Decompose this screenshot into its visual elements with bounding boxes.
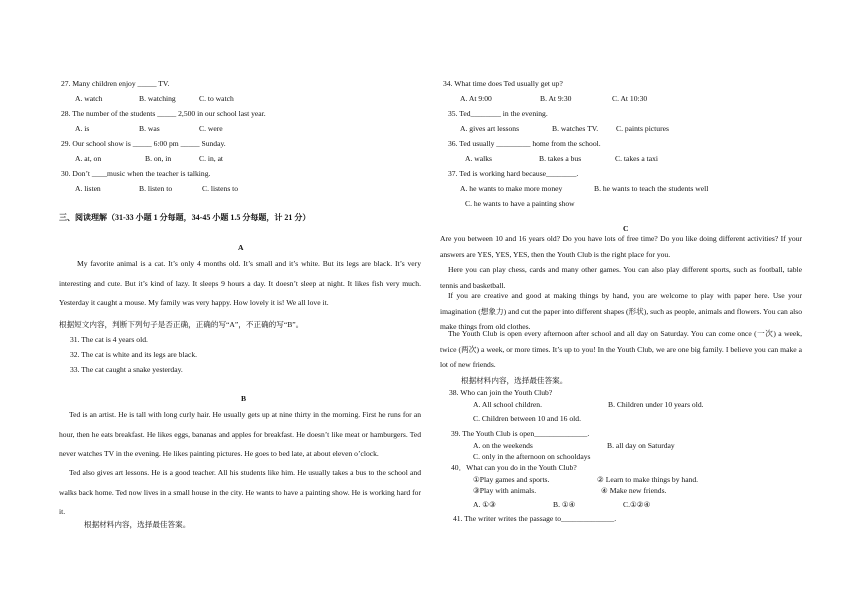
- q38-stem: 38. Who can join the Youth Club?: [449, 388, 553, 397]
- passage-c-para1: Are you between 10 and 16 years old? Do you have lots of free time? Do you like doing different activities? If your answers are YES, YES, YES, then the Youth Club is the right place for you.: [440, 234, 802, 259]
- passage-b-heading: B: [241, 394, 247, 403]
- q40-option-2: ② Learn to make things by hand.: [597, 475, 699, 484]
- q29-option-a: A. at, on: [75, 154, 102, 163]
- q36-option-a: A. walks: [465, 154, 492, 163]
- q40-choice-c: C.①②④: [623, 500, 651, 509]
- passage-c-instruction: 根据材料内容，选择最佳答案。: [461, 376, 568, 385]
- q35-option-b: B. watches TV.: [552, 124, 599, 133]
- q30-option-c: C. listens to: [202, 184, 239, 193]
- q37-option-a: A. he wants to make more money: [460, 184, 563, 193]
- q32-stem: 32. The cat is white and its legs are black.: [70, 350, 198, 359]
- q38-option-b: B. Children under 10 years old.: [608, 400, 704, 409]
- q27-option-c: C. to watch: [199, 94, 234, 103]
- q35-option-a: A. gives art lessons: [460, 124, 520, 133]
- q29-option-c: C. in, at: [199, 154, 224, 163]
- q39-option-b: B. all day on Saturday: [607, 441, 675, 450]
- q37-stem: 37. Ted is working hard because________.: [448, 169, 579, 178]
- q28-stem: 28. The number of the students _____ 2,500 in our school last year.: [61, 109, 266, 118]
- passage-b-para1: Ted is an artist. He is tall with long curly hair. He usually gets up at nine thirty in the morning. First he runs for an hour, then he eats breakfast. He likes eggs, bananas and apples for breakfast. He doesn’t like meat or hamburgers. Ted never watches TV in the evening. He likes painting pictures. He goes to bed late, at about eleven o’clock.: [59, 410, 421, 458]
- q40-stem: 40．What can you do in the Youth Club?: [451, 463, 577, 472]
- q30-option-b: B. listen to: [139, 184, 173, 193]
- passage-b-instruction: 根据材料内容，选择最佳答案。: [84, 520, 191, 529]
- q40-choice-b: B. ①④: [553, 500, 576, 509]
- q28-option-a: A. is: [75, 124, 90, 133]
- q37-option-c: C. he wants to have a painting show: [465, 199, 575, 208]
- q30-stem: 30. Don’t ____music when the teacher is talking.: [61, 169, 211, 178]
- q29-stem: 29. Our school show is _____ 6:00 pm _____ Sunday.: [61, 139, 226, 148]
- q36-option-b: B. takes a bus: [539, 154, 582, 163]
- q31-stem: 31. The cat is 4 years old.: [70, 335, 148, 344]
- q35-stem: 35. Ted________ in the evening.: [448, 109, 548, 118]
- q40-option-3: ③Play with animals.: [473, 486, 537, 495]
- q27-option-a: A. watch: [75, 94, 103, 103]
- q39-option-c: C. only in the afternoon on schooldays: [473, 452, 591, 461]
- q41-stem: 41. The writer writes the passage to______________.: [453, 514, 617, 523]
- passage-c-para4: The Youth Club is open every afternoon after school and all day on Saturday. You can come once (一次) a week, twice (两次) a week, or more times. It’s up to you! In the Youth Club, we are one big family. I believe you can make a lot of new friends.: [440, 329, 802, 369]
- q34-option-a: A. At 9:00: [460, 94, 492, 103]
- q29-option-b: B. on, in: [145, 154, 172, 163]
- passage-a-text: My favorite animal is a cat. It’s only 4 months old. It’s small and it’s white. But its legs are black. It’s very interesting and cute. But it’s kind of lazy. It sleeps 9 hours a day. It doesn’t sleep at night. It likes fish very much. Yesterday it caught a mouse. My family was very happy. How lovely it is! We all love it.: [59, 259, 421, 307]
- passage-a-heading: A: [238, 243, 244, 252]
- passage-a-instruction: 根据短文内容，判断下列句子是否正确，正确的写“A”，不正确的写“B”。: [59, 320, 304, 329]
- q34-option-c: C. At 10:30: [612, 94, 648, 103]
- passage-c-para3: If you are creative and good at making things by hand, you are welcome to play with paper here. Use your imagination (想象力) and cut the paper into different shapes (形状), such as people, animals and flowers. You can also make things from old clothes.: [440, 291, 802, 331]
- q37-option-b: B. he wants to teach the students well: [594, 184, 709, 193]
- q40-option-1: ①Play games and sports.: [473, 475, 550, 484]
- passage-c-para2: Here you can play chess, cards and many other games. You can also play different sports, such as football, table tennis and basketball.: [440, 265, 802, 290]
- q36-stem: 36. Ted usually _________ home from the school.: [448, 139, 601, 148]
- q35-option-c: C. paints pictures: [616, 124, 669, 133]
- q39-option-a: A. on the weekends: [473, 441, 533, 450]
- q27-option-b: B. watching: [139, 94, 176, 103]
- q34-option-b: B. At 9:30: [540, 94, 572, 103]
- q40-choice-a: A. ①③: [473, 500, 496, 509]
- q30-option-a: A. listen: [75, 184, 101, 193]
- q38-option-c: C. Children between 10 and 16 old.: [473, 414, 581, 423]
- q34-stem: 34. What time does Ted usually get up?: [443, 79, 563, 88]
- section-title: 三、阅读理解（31-33 小题 1 分每题，34-45 小题 1.5 分每题，计 21 分）: [59, 213, 311, 222]
- q27-stem: 27. Many children enjoy _____ TV.: [61, 79, 170, 88]
- q28-option-b: B. was: [139, 124, 160, 133]
- passage-b-para2: Ted also gives art lessons. He is a good teacher. All his students like him. He usually takes a bus to the school and walks back home. Ted now lives in a small house in the city. He wants to have a painting show. He is working hard for it.: [59, 468, 421, 516]
- q40-option-4: ④ Make new friends.: [601, 486, 667, 495]
- q39-stem: 39. The Youth Club is open______________.: [451, 429, 590, 438]
- q38-option-a: A. All school children.: [473, 400, 542, 409]
- q33-stem: 33. The cat caught a snake yesterday.: [70, 365, 183, 374]
- passage-c-heading: C: [623, 224, 629, 233]
- q28-option-c: C. were: [199, 124, 223, 133]
- q36-option-c: C. takes a taxi: [615, 154, 659, 163]
